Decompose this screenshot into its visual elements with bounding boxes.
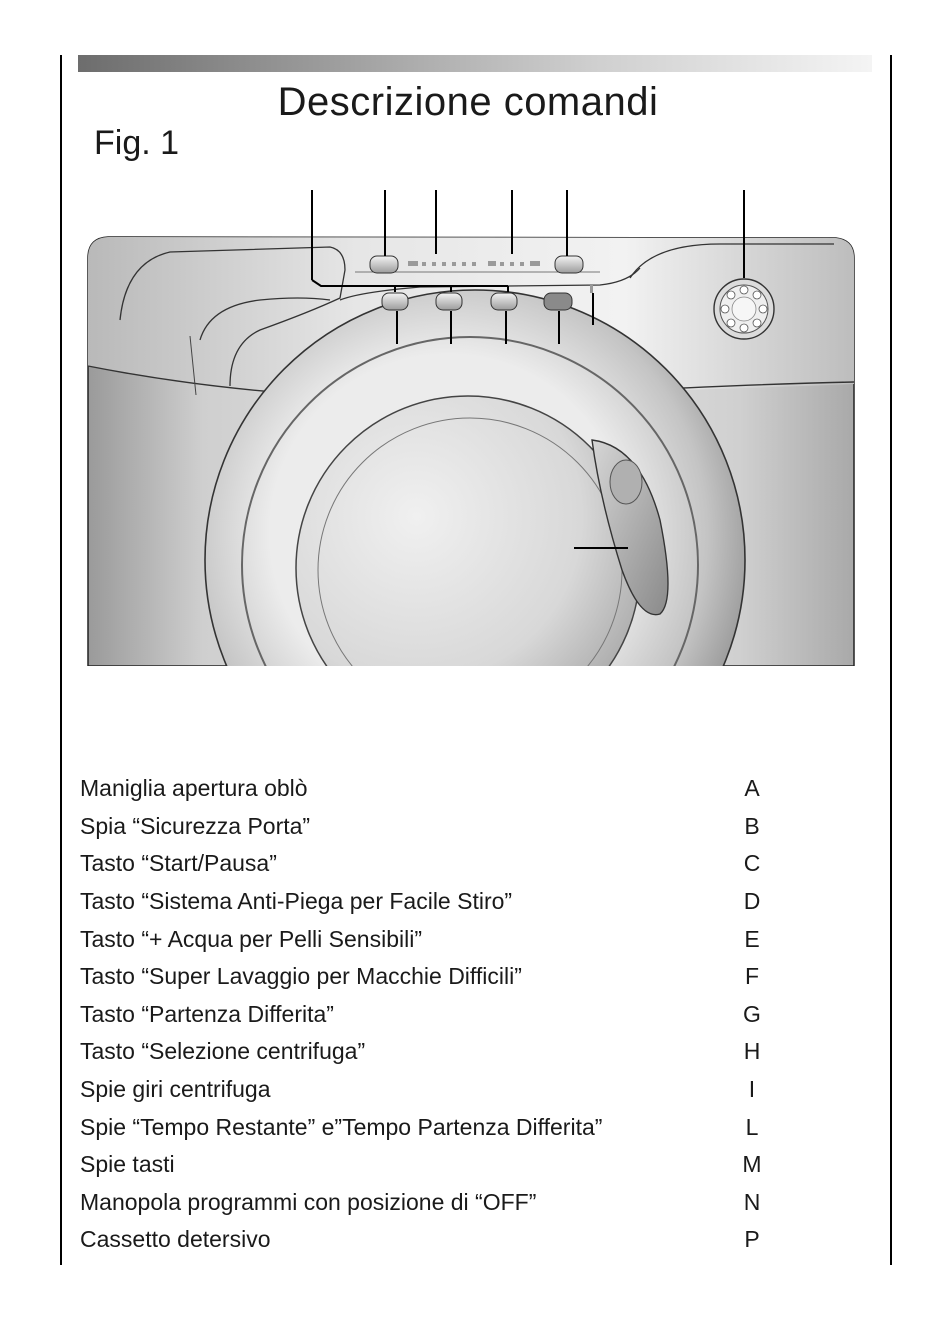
legend-letter: P	[744, 1226, 760, 1253]
right-page-rule	[890, 55, 892, 1265]
left-page-rule	[60, 55, 62, 1265]
legend-letter: D	[743, 888, 761, 915]
legend-row	[80, 996, 760, 1034]
legend-description: Tasto “Start/Pausa”	[80, 850, 277, 877]
legend-description: Tasto “Sistema Anti-Piega per Facile Stiro”	[80, 888, 513, 915]
legend-row	[80, 808, 760, 846]
legend-description: Spia “Sicurezza Porta”	[80, 812, 311, 839]
legend-row	[80, 1221, 760, 1259]
legend-description: Spie “Tempo Restante” e”Tempo Partenza Differita”	[80, 1113, 603, 1140]
page-title: Descrizione comandi	[277, 80, 659, 124]
legend-description: Tasto “Partenza Differita”	[80, 1000, 334, 1027]
legend-letter: C	[743, 850, 761, 877]
controls-legend	[80, 770, 760, 1259]
legend-row	[80, 770, 760, 808]
figure-label: Fig. 1	[94, 124, 180, 162]
legend-letter: L	[745, 1113, 759, 1140]
legend-description: Tasto “Selezione centrifuga”	[80, 1038, 366, 1065]
legend-letter: B	[744, 812, 760, 839]
legend-letter: N	[743, 1188, 761, 1215]
legend-row	[80, 958, 760, 996]
legend-row	[80, 845, 760, 883]
legend-letter: M	[742, 1151, 762, 1178]
legend-letter: I	[748, 1076, 756, 1103]
legend-letter: E	[744, 925, 760, 952]
legend-description: Tasto “+ Acqua per Pelli Sensibili”	[80, 925, 422, 952]
legend-row	[80, 1071, 760, 1109]
legend-description: Spie tasti	[80, 1151, 175, 1178]
legend-row	[80, 1108, 760, 1146]
legend-letter: H	[743, 1038, 761, 1065]
legend-row	[80, 920, 760, 958]
legend-description: Maniglia apertura oblò	[80, 775, 308, 802]
legend-description: Cassetto detersivo	[80, 1226, 271, 1253]
legend-row	[80, 1184, 760, 1222]
legend-row	[80, 1033, 760, 1071]
header-gradient-bar	[78, 55, 872, 72]
legend-row	[80, 883, 760, 921]
legend-description: Tasto “Super Lavaggio per Macchie Difficili”	[80, 963, 522, 990]
legend-letter: G	[743, 1000, 761, 1027]
legend-description: Spie giri centrifuga	[80, 1076, 271, 1103]
washing-machine-illustration	[86, 188, 856, 668]
legend-letter: A	[744, 775, 760, 802]
legend-description: Manopola programmi con posizione di “OFF”	[80, 1188, 537, 1215]
legend-letter: F	[744, 963, 760, 990]
legend-row	[80, 1146, 760, 1184]
